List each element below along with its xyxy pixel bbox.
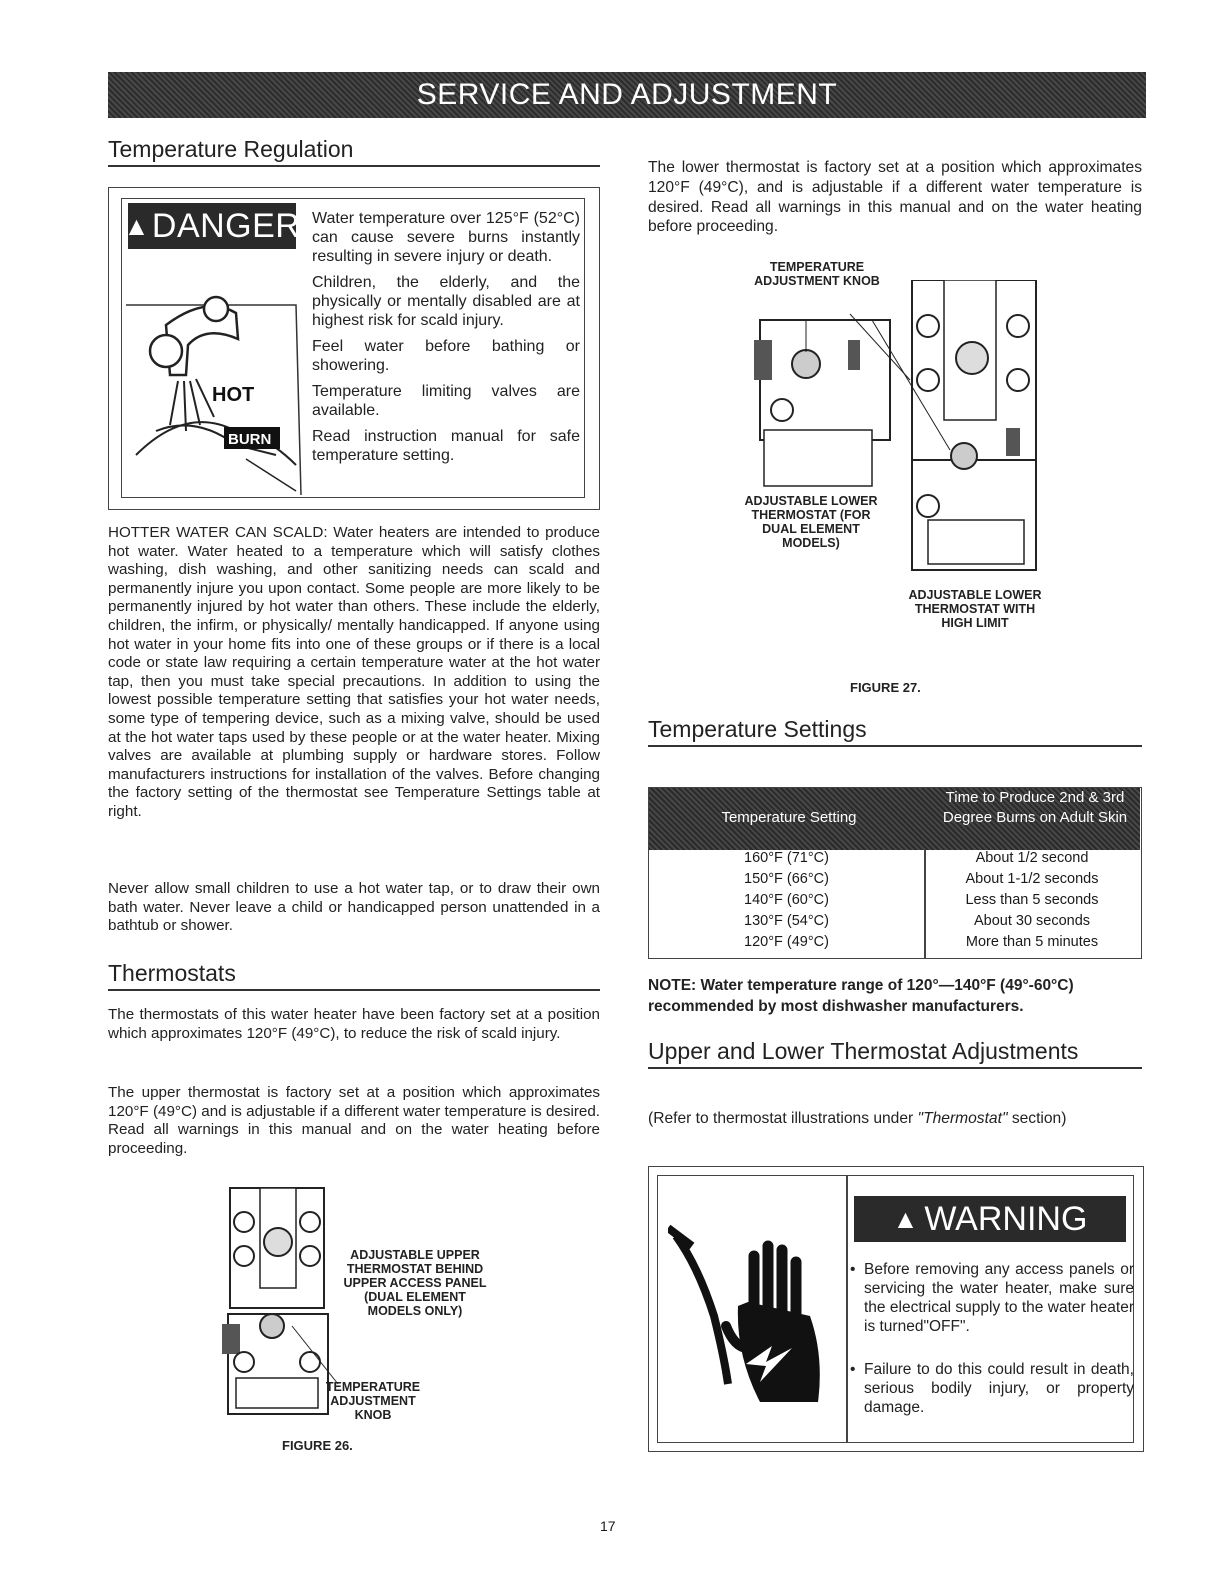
hotter-water-paragraph: HOTTER WATER CAN SCALD: Water heaters are intended to produce hot water. Water heated to a temperature which will satisfy clothes washing, dish washing, and other sanitizing needs can scald and permanently injure you upon contact. Some people are more likely to be permanently injured by hot water than others. These include the elderly, children, the infirm, or physically/ mentally handicapped. If anyone using hot water in your home fits into one of these groups or if there is a local code or state law requiring a certain temperature water at the hot water tap, then you must take special precautions. In addition to using the lowest possible temperature setting that satisfies your hot water needs, some type of tempering device, such as a mixing valve, should be used at the hot water taps used by these people or at the water heater. Mixing valves are available at plumbing supply or hardware stores. Follow manufacturers instructions for installation of the valves. Before changing the factory setting of the thermostat see Temperature Settings table at right.: [108, 524, 600, 820]
burn-label: BURN: [228, 431, 272, 448]
table-row: [649, 913, 1140, 934]
warning-label: [854, 1196, 1126, 1242]
never-allow-paragraph: Never allow small children to use a hot water tap, or to draw their own bath water. Never leave a child or handicapped person unattended in a bathtub or shower.: [108, 880, 600, 935]
danger-text: [312, 209, 580, 472]
table-header: [649, 788, 1140, 850]
upper-thermostat-paragraph: The upper thermostat is factory set at a position which approximates 120°F (49°C) and is adjustable if a different water temperature is desired. Read all warnings in this manual and on the water heating before proceeding.: [108, 1084, 600, 1157]
refer-text: section): [1007, 1110, 1067, 1127]
warning-item-text: Failure to do this could result in death, serious bodily injury, or property damage.: [864, 1361, 1134, 1416]
refer-paragraph: [648, 1110, 1142, 1129]
danger-paragraph: Feel water before bathing or showering.: [312, 338, 580, 374]
figure27-knob-label: TEMPERATURE ADJUSTMENT KNOB: [754, 260, 880, 288]
table-cell: Less than 5 seconds: [965, 892, 1099, 908]
danger-label: [123, 203, 301, 249]
figure27-caption: FIGURE 27.: [850, 680, 921, 695]
warning-triangle-icon: ▲: [123, 210, 150, 241]
bullet-icon: •: [850, 1361, 856, 1378]
refer-italic: "Thermostat": [917, 1110, 1008, 1127]
figure27-lower-limit-label: ADJUSTABLE LOWER THERMOSTAT WITH HIGH LIMIT: [908, 588, 1042, 630]
table-row: [649, 850, 1140, 871]
warning-inner-panel: [657, 1175, 1134, 1443]
danger-label-text: DANGER: [151, 206, 301, 245]
heading-text: Upper and Lower Thermostat Adjustments: [648, 1038, 1079, 1064]
danger-paragraph: Water temperature over 125°F (52°C) can cause severe burns instantly resulting in severe injury or death.: [312, 210, 580, 265]
table-cell: 130°F (54°C): [744, 913, 829, 929]
warning-item-text: Before removing any access panels or servicing the water heater, make sure the electrical supply to the water heater is turned"OFF".: [864, 1261, 1134, 1335]
column-header-burn-time: Time to Produce 2nd & 3rd Degree Burns on Adult Skin: [942, 789, 1128, 826]
table-row: [649, 871, 1140, 892]
warning-label-text: WARNING: [924, 1199, 1088, 1238]
heading-upper-lower-adjustments: [648, 1038, 1142, 1069]
figure26-caption: FIGURE 26.: [282, 1438, 353, 1453]
table-cell: More than 5 minutes: [965, 934, 1099, 950]
warning-item: [850, 1360, 1134, 1417]
thermostats-paragraph: The thermostats of this water heater have been factory set at a position which approximates 120°F (49°C), to reduce the risk of scald injury.: [108, 1006, 600, 1042]
table-cell: About 1-1/2 seconds: [965, 871, 1099, 887]
refer-text: (Refer to thermostat illustrations under: [648, 1110, 918, 1127]
danger-inner-panel: [121, 198, 585, 498]
temperature-settings-table: [648, 787, 1142, 959]
hot-label: HOT: [212, 384, 255, 406]
table-cell: 160°F (71°C): [744, 850, 829, 866]
heading-text: Temperature Regulation: [108, 136, 354, 162]
danger-box: [108, 187, 600, 510]
heading-temperature-regulation: [108, 136, 600, 167]
table-row: [649, 892, 1140, 913]
heading-temperature-settings: [648, 716, 1142, 747]
warning-item: [850, 1260, 1134, 1336]
danger-paragraph: Read instruction manual for safe temperature setting.: [312, 428, 580, 464]
column-header-temperature: Temperature Setting: [721, 809, 857, 826]
table-cell: About 30 seconds: [973, 913, 1091, 929]
danger-paragraph: Temperature limiting valves are available.: [312, 383, 580, 419]
figure26-knob-label: TEMPERATURE ADJUSTMENT KNOB: [325, 1380, 421, 1422]
heading-text: Temperature Settings: [648, 716, 867, 742]
warning-triangle-icon: ▲: [892, 1203, 919, 1234]
dishwasher-note: NOTE: Water temperature range of 120°—140°F (49°-60°C) recommended by most dishwasher manufacturers.: [648, 977, 1074, 1015]
warning-divider: [846, 1176, 848, 1442]
heading-text: Thermostats: [108, 960, 236, 986]
table-cell: 120°F (49°C): [744, 934, 829, 950]
warning-box: [648, 1166, 1144, 1452]
section-banner: [108, 72, 1146, 118]
lower-thermostat-paragraph: The lower thermostat is factory set at a position which approximates 120°F (49°C), and is adjustable if a different water temperature is desired. Read all warnings in this manual and on the water heating before proceeding.: [648, 159, 1142, 236]
figure27-lower-dual-label: ADJUSTABLE LOWER THERMOSTAT (FOR DUAL ELEMENT MODELS): [744, 494, 878, 550]
table-cell: 150°F (66°C): [744, 871, 829, 887]
electric-shock-hand-icon: [668, 1206, 838, 1416]
table-cell: About 1/2 second: [975, 850, 1089, 866]
heading-thermostats: [108, 960, 600, 991]
bullet-icon: •: [850, 1261, 856, 1278]
figure26-upper-label: ADJUSTABLE UPPER THERMOSTAT BEHIND UPPER ACCESS PANEL (DUAL ELEMENT MODELS ONLY): [343, 1248, 487, 1318]
page-number: 17: [600, 1518, 616, 1534]
table-row: [649, 934, 1140, 955]
banner-title: SERVICE AND ADJUSTMENT: [416, 78, 838, 111]
scald-illustration: [126, 255, 306, 495]
table-cell: 140°F (60°C): [744, 892, 829, 908]
danger-paragraph: Children, the elderly, and the physically or mentally disabled are at highest risk for scald injury.: [312, 274, 580, 329]
